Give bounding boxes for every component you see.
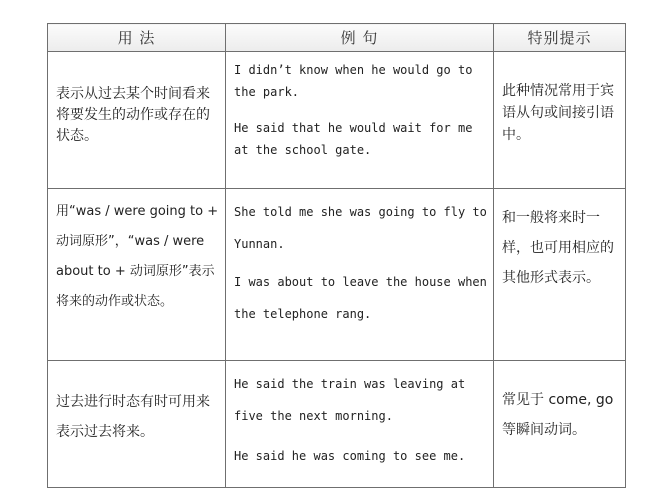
usage-cell: [48, 189, 226, 361]
example-sentence: I was about to leave the house when the telephone rang.: [234, 275, 487, 321]
table-row: [48, 189, 626, 361]
examples-cell: [226, 52, 494, 189]
note-text: 常见于 come, go 等瞬间动词。: [502, 392, 614, 438]
note-text: 此种情况常用于宾语从句或间接引语中。: [502, 83, 614, 143]
note-cell: [494, 361, 626, 488]
grammar-table: [47, 23, 626, 488]
example-sentence: He said that he would wait for me at the school gate.: [234, 121, 473, 157]
note-cell: [494, 52, 626, 189]
note-cell: [494, 189, 626, 361]
header-examples: 例 句: [226, 24, 494, 52]
usage-text: 用“was / were going to + 动词原形”，“was / were about to + 动词原形”表示将来的动作或状态。: [56, 204, 219, 309]
examples-cell: [226, 361, 494, 488]
header-note: 特别提示: [494, 24, 626, 52]
example-sentence: I didn’t know when he would go to the park.: [234, 63, 473, 99]
example-sentence: She told me she was going to fly to Yunnan.: [234, 205, 487, 251]
examples-cell: [226, 189, 494, 361]
table-header-row: [48, 24, 626, 52]
note-text: 和一般将来时一样，也可用相应的其他形式表示。: [502, 210, 614, 286]
table-row: [48, 361, 626, 488]
example-sentence: He said the train was leaving at five the next morning.: [234, 377, 466, 423]
usage-cell: [48, 361, 226, 488]
example-sentence: He said he was coming to see me.: [234, 449, 466, 463]
table-row: [48, 52, 626, 189]
usage-text: 表示从过去某个时间看来将要发生的动作或存在的状态。: [56, 86, 210, 144]
header-usage: 用 法: [48, 24, 226, 52]
usage-cell: [48, 52, 226, 189]
usage-text: 过去进行时态有时可用来表示过去将来。: [56, 394, 210, 440]
